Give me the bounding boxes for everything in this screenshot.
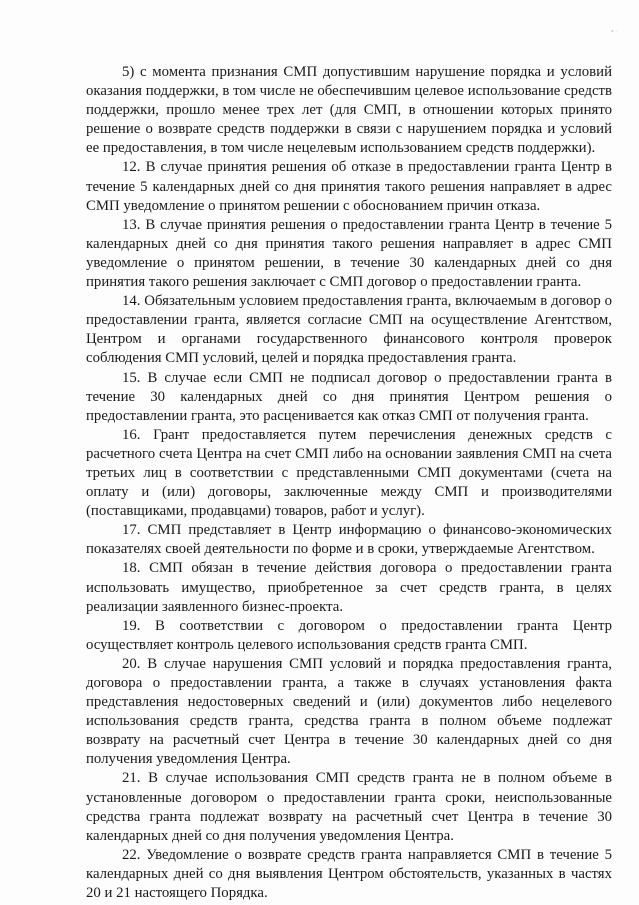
- paragraph-18: 18. СМП обязан в течение действия договора о предоставлении гранта использовать имущество, приобретенное за счет средств гранта, в целях реализации заявленного бизнес-проекта.: [86, 560, 612, 615]
- scan-mark: • ·: [611, 27, 619, 36]
- paragraph-17: 17. СМП представляет в Центр информацию о финансово-экономических показателях своей деятельности по форме и в сроки, утверждаемые Агентством.: [86, 522, 612, 558]
- paragraph-20: 20. В случае нарушения СМП условий и порядка предоставления гранта, договора о предоставлении гранта, а также в случаях установления факта представления недостоверных сведений и (или) документов либо нецелевого использования средств гранта, средства гранта в полном объеме подлежат возврату на расчетный счет Центра в течение 30 календарных дней со дня получения уведомления Центра.: [86, 655, 612, 768]
- paragraph-15: 15. В случае если СМП не подписал договор о предоставлении гранта в течение 30 календарных дней со дня принятия Центром решения о предоставлении гранта, это расценивается как отказ СМП от получения гранта.: [86, 369, 612, 424]
- paragraph-19: 19. В соответствии с договором о предоставлении гранта Центр осуществляет контроль целевого использования средств гранта СМП.: [86, 617, 612, 653]
- paragraph-21: 21. В случае использования СМП средств гранта не в полном объеме в установленные договором о предоставлении гранта сроки, неиспользованные средства гранта подлежат возврату на расчетный счет Центра в течение 30 календарных дней со дня получения уведомления Центра.: [86, 770, 612, 844]
- paragraph-14: 14. Обязательным условием предоставления гранта, включаемым в договор о предоставлении гранта, является согласие СМП на осуществление Агентством, Центром и органами государственного финансового контроля проверок соблюдения СМП условий, целей и порядка предоставления гранта.: [86, 293, 612, 367]
- paragraph-12: 12. В случае принятия решения об отказе в предоставлении гранта Центр в течение 5 календарных дней со дня принятия такого решения направляет в адрес СМП уведомление о принятом решении с обоснованием причин отказа.: [86, 159, 612, 214]
- paragraph-item-5-condition: 5) с момента признания СМП допустившим нарушение порядка и условий оказания поддержки, в том числе не обеспечившим целевое использование средств поддержки, прошло менее трех лет (для СМП, в отношении которых принято решение о возврате средств поддержки в связи с нарушением порядка и условий ее предоставления, в том числе нецелевым использованием средств поддержки).: [86, 64, 612, 157]
- paragraph-16: 16. Грант предоставляется путем перечисления денежных средств с расчетного счета Центра на счет СМП либо на основании заявления СМП на счета третьих лиц в соответствии с представленными СМП документами (счета на оплату и (или) договоры, заключенные между СМП и производителями (поставщиками, продавцами) товаров, работ и услуг).: [86, 426, 612, 520]
- paragraph-13: 13. В случае принятия решения о предоставлении гранта Центр в течение 5 календарных дней со дня принятия такого решения направляет в адрес СМП уведомление о принятом решении, в течение 30 календарных дней со дня принятия такого решения заключает с СМП договор о предоставлении гранта.: [86, 216, 612, 291]
- paragraph-22: 22. Уведомление о возврате средств гранта направляется СМП в течение 5 календарных дней со дня выявления Центром обстоятельств, указанных в частях 20 и 21 настоящего Порядка.: [86, 846, 612, 902]
